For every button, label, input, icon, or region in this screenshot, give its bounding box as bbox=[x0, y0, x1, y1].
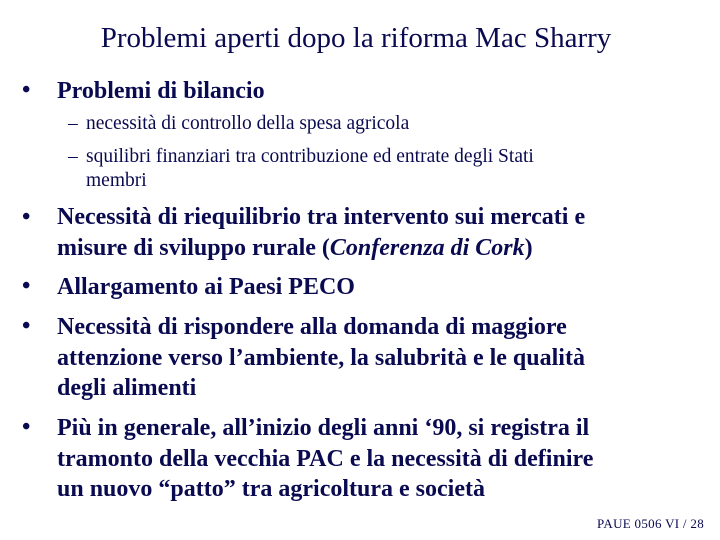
slide-title: Problemi aperti dopo la riforma Mac Sharry bbox=[100, 22, 612, 54]
bullet-environment bbox=[57, 312, 697, 404]
sub-bullet-text: necessità di controllo della spesa agricola bbox=[86, 113, 410, 134]
sub-bullet-text: squilibri finanziari tra contribuzione ed entrate degli Stati bbox=[86, 146, 534, 167]
bullet-line: un nuovo “patto” tra agricoltura e società bbox=[57, 476, 485, 502]
sub-bullet-financial-imbalances bbox=[68, 145, 658, 193]
dash-marker: – bbox=[68, 113, 78, 134]
bullet-line: degli alimenti bbox=[57, 375, 197, 401]
bullet-marker: • bbox=[22, 77, 31, 103]
bullet-line-post: ) bbox=[524, 234, 533, 261]
dash-marker: – bbox=[68, 146, 78, 167]
sub-bullet-spending-control bbox=[68, 112, 658, 136]
sub-bullet-text-continued: membri bbox=[86, 170, 147, 191]
bullet-general bbox=[57, 413, 697, 505]
bullet-enlargement: Allargamento ai Paesi PECO bbox=[57, 274, 355, 300]
bullet-marker: • bbox=[22, 273, 31, 299]
bullet-line-pre: misure di sviluppo rurale ( bbox=[57, 234, 330, 261]
bullet-budget-problems: Problemi di bilancio bbox=[57, 78, 265, 104]
bullet-marker: • bbox=[22, 414, 31, 440]
bullet-rebalancing bbox=[57, 202, 697, 263]
bullet-line: attenzione verso l’ambiente, la salubrità e le qualità bbox=[57, 344, 585, 371]
bullet-marker: • bbox=[22, 313, 31, 339]
bullet-line: Necessità di riequilibrio tra intervento sui mercati e bbox=[57, 204, 586, 230]
bullet-line: tramonto della vecchia PAC e la necessità di definire bbox=[57, 445, 594, 472]
bullet-line: Necessità di rispondere alla domanda di maggiore bbox=[57, 314, 567, 340]
slide-footer: PAUE 0506 VI / 28 bbox=[597, 516, 704, 531]
bullet-line: Più in generale, all’inizio degli anni ‘90, si registra il bbox=[57, 415, 590, 441]
bullet-marker: • bbox=[22, 204, 31, 230]
cork-conference-italic: Conferenza di Cork bbox=[329, 234, 525, 261]
